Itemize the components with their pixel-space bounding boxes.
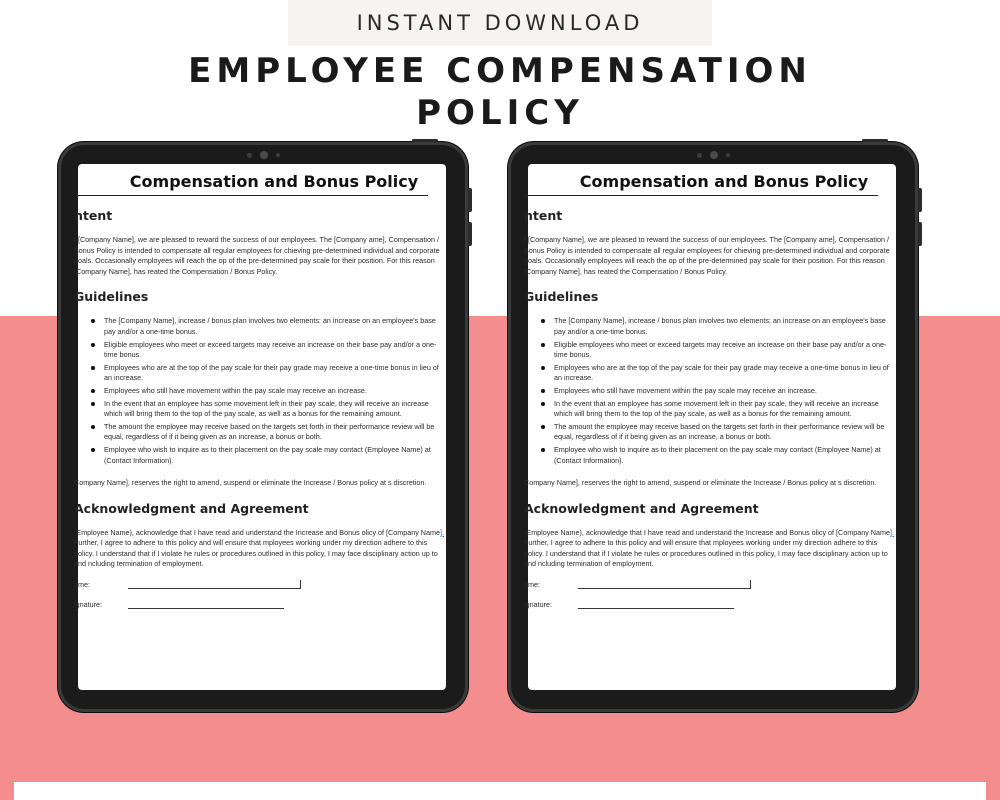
tablet-side-button (468, 188, 472, 212)
list-item: Employees who are at the top of the pay scale for their pay grade may receive a one-time bonus in lieu of an increase. (74, 363, 446, 384)
company-name-link[interactable]: ]. (889, 527, 894, 537)
page-title-line-2: POLICY (416, 93, 584, 133)
tablet-top-button (862, 139, 888, 142)
instant-download-banner: INSTANT DOWNLOAD (288, 0, 712, 46)
policy-document (74, 164, 446, 620)
reserve-paragraph: Company Name], reserves the right to amend, suspend or eliminate the Increase / Bonus policy at s discretion. (74, 478, 427, 488)
name-line (128, 580, 301, 589)
guidelines-list (74, 316, 446, 466)
name-line (578, 580, 751, 589)
tablet-camera (508, 150, 918, 160)
signature-line (128, 608, 284, 609)
list-item: Employees who still have movement within the pay scale may receive an increase. (74, 386, 446, 397)
intent-heading: ntent (74, 208, 113, 223)
tablet-side-button (918, 188, 922, 212)
list-item: Employee who wish to inquire as to their placement on the pay scale may contact (Employee Name) at (Contact Information). (74, 445, 446, 466)
list-item: Employees who still have movement within the pay scale may receive an increase. (524, 386, 896, 397)
acknowledgment-heading: Acknowledgment and Agreement (74, 500, 309, 516)
signature-line (578, 608, 734, 609)
list-item: Eligible employees who meet or exceed targets may receive an increase on their base pay and/or a one-time bonus. (74, 340, 446, 361)
company-name-link[interactable]: ]. (439, 527, 444, 537)
acknowledgment-paragraph: (Employee Name), acknowledge that I have read and understand the Increase and Bonus olicy of [Company Name]. Further, I agree to adhere to this policy and will ensure that mployees working under my direction adhere to this policy. I understand that if I violate he rules or procedures outlined in this policy, I may face disciplinary action up to and ncluding termination of employment. (74, 527, 444, 569)
intent-heading: ntent (524, 208, 563, 223)
page-title-line-1: EMPLOYEE COMPENSATION (188, 51, 812, 91)
list-item: Employees who are at the top of the pay scale for their pay grade may receive a one-time bonus in lieu of an increase. (524, 363, 896, 384)
intent-paragraph: t [Company Name], we are pleased to reward the success of our employees. The [Company ame], Compensation / Bonus Policy is intended to compensate all regular employees for chieving pre-determined individual and corporate goals. Occasionally employees will reach the op of the pre-determined pay scale for their position. For this reason [Company Name], has reated the Compensation / Bonus Policy. (524, 235, 890, 276)
list-item: Employee who wish to inquire as to their placement on the pay scale may contact (Employee Name) at (Contact Information). (524, 445, 896, 466)
bottom-white-strip (14, 782, 986, 800)
signature-field[interactable] (524, 600, 896, 620)
signature-field[interactable] (74, 600, 446, 620)
guidelines-heading: Guidelines (74, 289, 149, 305)
signature-label: ignature: (74, 600, 102, 610)
name-field[interactable] (74, 580, 446, 600)
name-label: ame: (74, 580, 90, 590)
tablet-screen (74, 164, 446, 690)
guidelines-heading: Guidelines (524, 289, 599, 305)
policy-document (524, 164, 896, 620)
guidelines-list (524, 316, 896, 466)
intent-paragraph: t [Company Name], we are pleased to reward the success of our employees. The [Company ame], Compensation / Bonus Policy is intended to compensate all regular employees for chieving pre-determined individual and corporate goals. Occasionally employees will reach the op of the pre-determined pay scale for their position. For this reason [Company Name], has reated the Compensation / Bonus Policy. (74, 235, 440, 276)
tablet-side-button (468, 222, 472, 246)
document-title: Compensation and Bonus Policy (74, 171, 428, 196)
acknowledgment-paragraph: (Employee Name), acknowledge that I have read and understand the Increase and Bonus olicy of [Company Name]. Further, I agree to adhere to this policy and will ensure that mployees working under my direction adhere to this policy. I understand that if I violate he rules or procedures outlined in this policy, I may face disciplinary action up to and ncluding termination of employment. (524, 527, 894, 569)
list-item: The [Company Name], increase / bonus plan involves two elements: an increase on an employee's base pay and/or a one-time bonus. (74, 316, 446, 337)
tablet-mockup-right (508, 142, 918, 712)
tablet-side-button (918, 222, 922, 246)
list-item: The [Company Name], increase / bonus plan involves two elements: an increase on an employee's base pay and/or a one-time bonus. (524, 316, 896, 337)
list-item: In the event that an employee has some movement left in their pay scale, they will receive an increase which will bring them to the top of the pay scale, as well as a bonus for the remaining amount. (74, 399, 446, 420)
name-label: ame: (524, 580, 540, 590)
list-item: The amount the employee may receive based on the targets set forth in their performance review will be equal, regardless of if it being given as an increase, a bonus or both. (74, 422, 446, 443)
tablet-screen (524, 164, 896, 690)
reserve-paragraph: Company Name], reserves the right to amend, suspend or eliminate the Increase / Bonus policy at s discretion. (524, 478, 877, 488)
list-item: The amount the employee may receive based on the targets set forth in their performance review will be equal, regardless of if it being given as an increase, a bonus or both. (524, 422, 896, 443)
tablet-top-button (412, 139, 438, 142)
list-item: In the event that an employee has some movement left in their pay scale, they will receive an increase which will bring them to the top of the pay scale, as well as a bonus for the remaining amount. (524, 399, 896, 420)
page-title (0, 50, 1000, 134)
signature-label: ignature: (524, 600, 552, 610)
document-title: Compensation and Bonus Policy (524, 171, 878, 196)
tablet-camera (58, 150, 468, 160)
tablet-mockup-left (58, 142, 468, 712)
name-field[interactable] (524, 580, 896, 600)
list-item: Eligible employees who meet or exceed targets may receive an increase on their base pay and/or a one-time bonus. (524, 340, 896, 361)
acknowledgment-heading: Acknowledgment and Agreement (524, 500, 759, 516)
